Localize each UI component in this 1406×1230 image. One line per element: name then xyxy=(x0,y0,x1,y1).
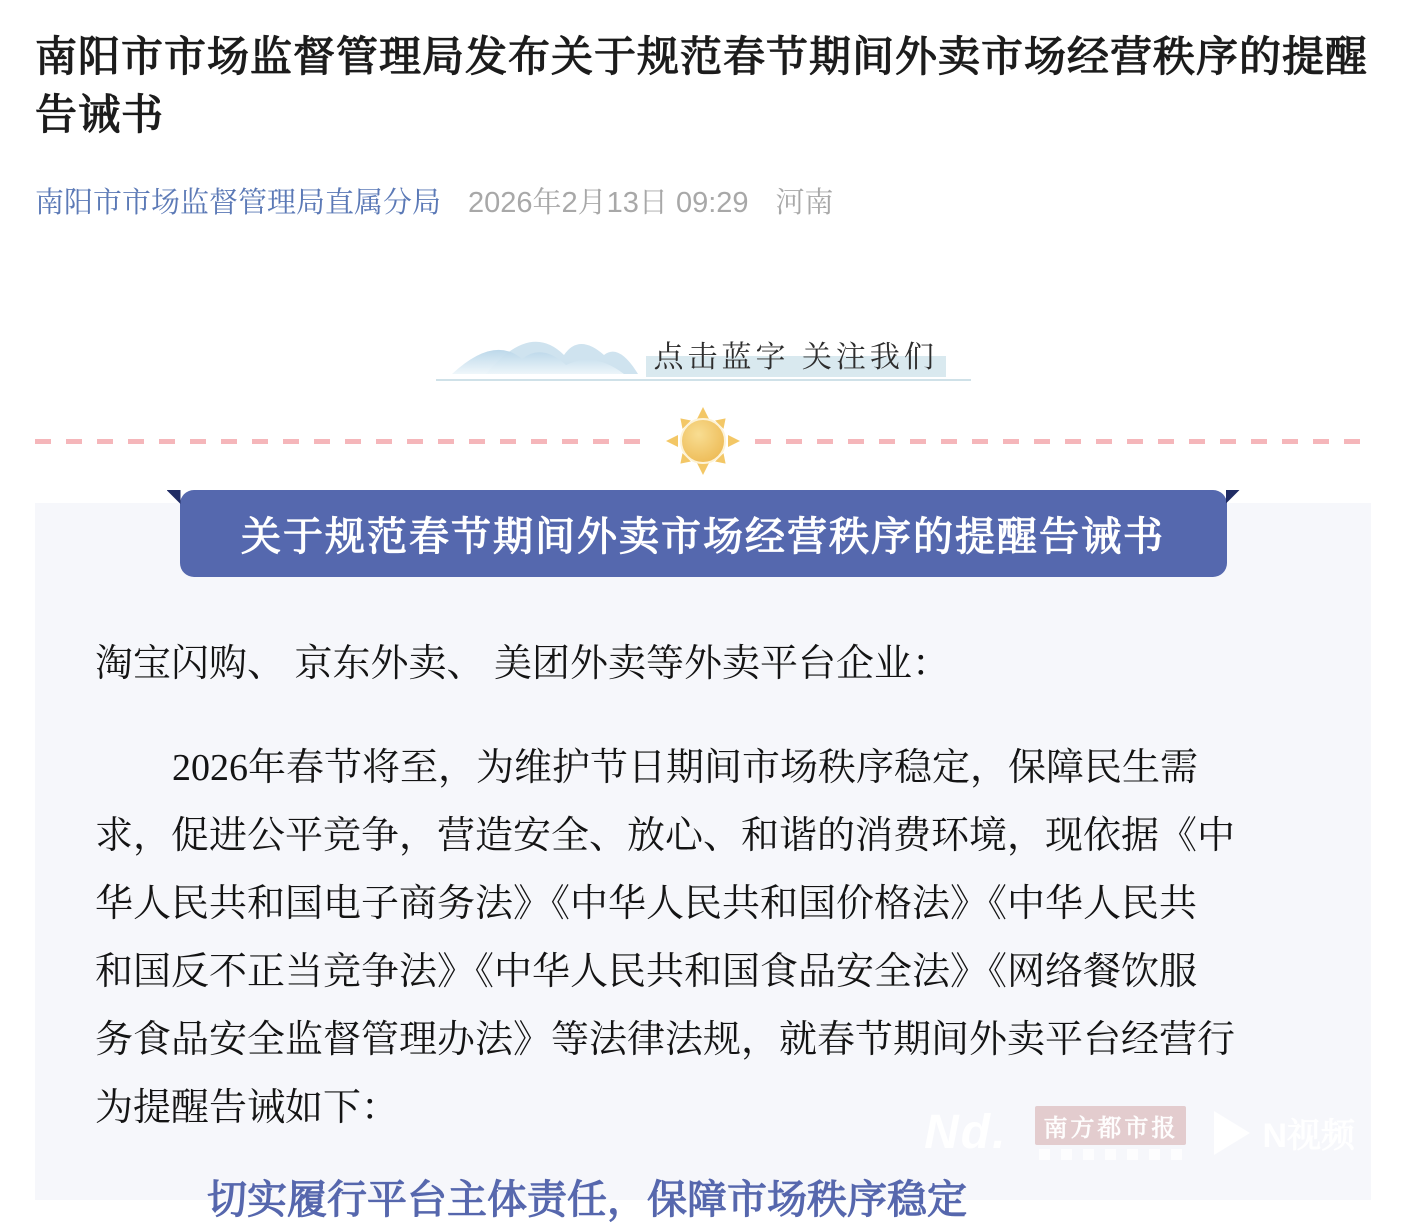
paragraph-line: 务食品安全监督管理办法》等法律法规，就春节期间外卖平台经营行 xyxy=(95,1019,1236,1061)
dashed-line-right xyxy=(755,439,1371,444)
notice-body xyxy=(35,630,1371,1230)
notice-card xyxy=(35,503,1371,1222)
article-header xyxy=(0,28,1406,220)
follow-underline xyxy=(436,379,971,381)
nd-logo: Nd. xyxy=(924,1106,1008,1159)
ribbon-title: 关于规范春节期间外卖市场经营秩序的提醒告诫书 xyxy=(241,515,1165,559)
byline xyxy=(35,186,1406,220)
paper-name: 南方都市报 xyxy=(1035,1106,1186,1145)
paragraph-line: 华人民共和国电子商务法》《中华人民共和国价格法》《中华人民共 xyxy=(95,883,1198,925)
page-title: 南阳市市场监督管理局发布关于规范春节期间外卖市场经营秩序的提醒告诫书 xyxy=(35,33,1369,138)
follow-cta-label[interactable]: 点击蓝字 关注我们 xyxy=(646,339,946,377)
paragraph-line: 2026年春节将至，为维护节日期间市场秩序稳定，保障民生需 xyxy=(172,747,1199,789)
mountains-icon xyxy=(452,321,638,375)
publish-location: 河南 xyxy=(775,187,834,219)
section-heading-clipped: 切实履行平台主体责任，保障市场秩序稳定 xyxy=(207,1177,967,1222)
source-account-link[interactable]: 南阳市市场监督管理局直属分局 xyxy=(35,187,442,219)
ribbon-fold-right-icon xyxy=(1226,490,1240,504)
dashed-line-left xyxy=(35,439,651,444)
notice-title-ribbon xyxy=(180,490,1227,577)
nvideo-label: N视频 xyxy=(1262,1117,1355,1155)
paragraph-line: 和国反不正当竞争法》《中华人民共和国食品安全法》《网络餐饮服 xyxy=(95,951,1198,993)
sun-icon xyxy=(665,407,741,475)
publish-datetime: 2026年2月13日 09:29 xyxy=(468,187,749,219)
notice-paragraph xyxy=(95,734,1311,1142)
dashed-divider xyxy=(35,408,1371,474)
salutation-line: 淘宝闪购、 京东外卖、 美团外卖等外卖平台企业： xyxy=(95,643,951,685)
ribbon-fold-left-icon xyxy=(167,490,181,504)
paragraph-line: 为提醒告诫如下： xyxy=(95,1087,400,1129)
paragraph-line: 求，促进公平竞争，营造安全、放心、和谐的消费环境，现依据《中 xyxy=(95,815,1236,857)
follow-banner xyxy=(436,315,971,381)
